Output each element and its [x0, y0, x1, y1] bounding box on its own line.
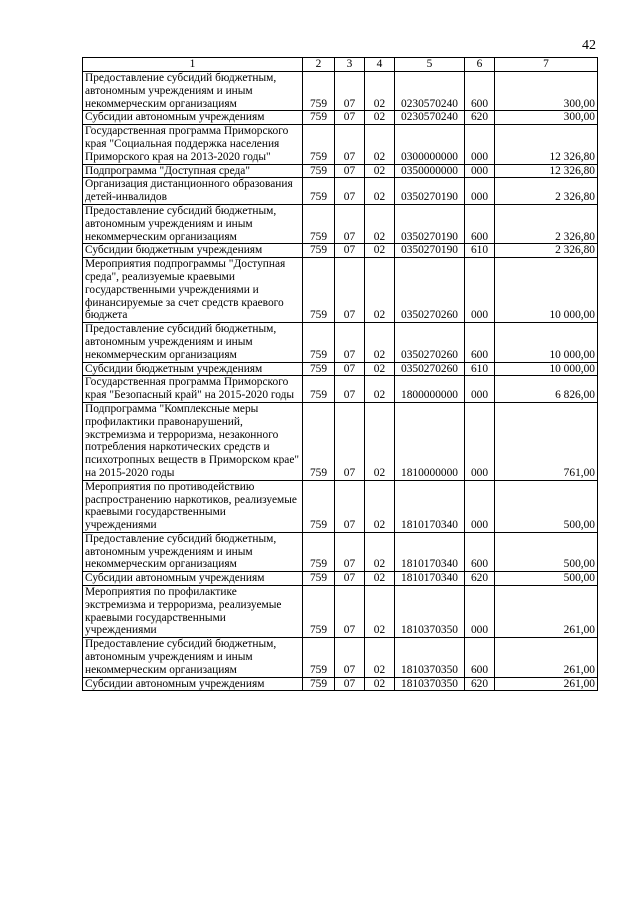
row-subsection-code: 02	[365, 111, 395, 125]
row-name: Государственная программа Приморского края "Безопасный край" на 2015-2020 годы	[83, 376, 303, 403]
row-ministry-code: 759	[303, 532, 335, 571]
row-section-code: 07	[335, 204, 365, 243]
row-expense-type: 000	[465, 125, 495, 164]
row-ministry-code: 759	[303, 362, 335, 376]
row-name: Мероприятия подпрограммы "Доступная среда", реализуемые краевыми государственными учреждениями и финансируемые за счет средств краевого бюджета	[83, 258, 303, 323]
row-ministry-code: 759	[303, 164, 335, 178]
row-expense-type: 600	[465, 638, 495, 677]
row-subsection-code: 02	[365, 72, 395, 111]
row-name: Предоставление субсидий бюджетным, автономным учреждениям и иным некоммерческим организациям	[83, 638, 303, 677]
row-subsection-code: 02	[365, 480, 395, 532]
row-target-article: 1810170340	[395, 572, 465, 586]
row-name: Мероприятия по профилактике экстремизма и терроризма, реализуемые краевыми государственными учреждениями	[83, 586, 303, 638]
row-target-article: 1810000000	[395, 402, 465, 480]
row-expense-type: 610	[465, 362, 495, 376]
table-row	[83, 258, 598, 323]
row-subsection-code: 02	[365, 376, 395, 403]
table-row	[83, 204, 598, 243]
row-target-article: 0300000000	[395, 125, 465, 164]
table-row	[83, 402, 598, 480]
column-header: 4	[365, 58, 395, 72]
row-expense-type: 000	[465, 258, 495, 323]
row-section-code: 07	[335, 323, 365, 362]
row-section-code: 07	[335, 572, 365, 586]
row-amount: 6 826,00	[495, 376, 598, 403]
row-subsection-code: 02	[365, 586, 395, 638]
row-subsection-code: 02	[365, 244, 395, 258]
column-header: 5	[395, 58, 465, 72]
table-row	[83, 178, 598, 205]
row-section-code: 07	[335, 532, 365, 571]
table-row	[83, 72, 598, 111]
row-expense-type: 000	[465, 178, 495, 205]
row-target-article: 1810370350	[395, 638, 465, 677]
page-number: 42	[582, 38, 596, 53]
row-amount: 261,00	[495, 677, 598, 691]
row-subsection-code: 02	[365, 178, 395, 205]
row-expense-type: 000	[465, 164, 495, 178]
row-ministry-code: 759	[303, 480, 335, 532]
row-amount: 500,00	[495, 480, 598, 532]
row-target-article: 0230570240	[395, 111, 465, 125]
row-amount: 2 326,80	[495, 244, 598, 258]
row-name: Предоставление субсидий бюджетным, автономным учреждениям и иным некоммерческим организациям	[83, 204, 303, 243]
row-name: Мероприятия по противодействию распространению наркотиков, реализуемые краевыми государственными учреждениями	[83, 480, 303, 532]
row-section-code: 07	[335, 362, 365, 376]
column-header: 2	[303, 58, 335, 72]
row-ministry-code: 759	[303, 204, 335, 243]
row-ministry-code: 759	[303, 125, 335, 164]
row-ministry-code: 759	[303, 323, 335, 362]
row-target-article: 0350270260	[395, 258, 465, 323]
row-section-code: 07	[335, 677, 365, 691]
row-section-code: 07	[335, 72, 365, 111]
row-amount: 500,00	[495, 572, 598, 586]
row-expense-type: 620	[465, 111, 495, 125]
row-amount: 300,00	[495, 72, 598, 111]
budget-table	[82, 57, 598, 691]
row-amount: 10 000,00	[495, 323, 598, 362]
row-subsection-code: 02	[365, 204, 395, 243]
row-section-code: 07	[335, 480, 365, 532]
row-subsection-code: 02	[365, 362, 395, 376]
row-section-code: 07	[335, 638, 365, 677]
row-name: Субсидии бюджетным учреждениям	[83, 244, 303, 258]
row-amount: 10 000,00	[495, 362, 598, 376]
row-name: Предоставление субсидий бюджетным, автономным учреждениям и иным некоммерческим организациям	[83, 72, 303, 111]
column-header: 1	[83, 58, 303, 72]
row-amount: 761,00	[495, 402, 598, 480]
row-amount: 300,00	[495, 111, 598, 125]
row-section-code: 07	[335, 586, 365, 638]
row-section-code: 07	[335, 376, 365, 403]
row-subsection-code: 02	[365, 323, 395, 362]
row-subsection-code: 02	[365, 677, 395, 691]
table-row	[83, 638, 598, 677]
table-row	[83, 376, 598, 403]
row-name: Субсидии автономным учреждениям	[83, 572, 303, 586]
row-name: Предоставление субсидий бюджетным, автономным учреждениям и иным некоммерческим организациям	[83, 323, 303, 362]
row-ministry-code: 759	[303, 677, 335, 691]
row-amount: 2 326,80	[495, 178, 598, 205]
row-expense-type: 600	[465, 323, 495, 362]
row-subsection-code: 02	[365, 572, 395, 586]
table-row	[83, 244, 598, 258]
column-header: 3	[335, 58, 365, 72]
column-header: 6	[465, 58, 495, 72]
row-amount: 12 326,80	[495, 125, 598, 164]
row-target-article: 0350270260	[395, 362, 465, 376]
row-amount: 500,00	[495, 532, 598, 571]
row-expense-type: 610	[465, 244, 495, 258]
row-name: Государственная программа Приморского края "Социальная поддержка населения Приморского края на 2013-2020 годы"	[83, 125, 303, 164]
row-subsection-code: 02	[365, 164, 395, 178]
table-row	[83, 164, 598, 178]
row-section-code: 07	[335, 125, 365, 164]
row-expense-type: 600	[465, 532, 495, 571]
row-name: Субсидии автономным учреждениям	[83, 677, 303, 691]
row-target-article: 1810370350	[395, 677, 465, 691]
row-section-code: 07	[335, 258, 365, 323]
row-subsection-code: 02	[365, 258, 395, 323]
header-row	[83, 58, 598, 72]
row-subsection-code: 02	[365, 125, 395, 164]
table-row	[83, 323, 598, 362]
row-target-article: 1810370350	[395, 586, 465, 638]
row-target-article: 1800000000	[395, 376, 465, 403]
row-target-article: 0350270260	[395, 323, 465, 362]
row-section-code: 07	[335, 178, 365, 205]
row-expense-type: 000	[465, 480, 495, 532]
row-target-article: 1810170340	[395, 480, 465, 532]
row-name: Субсидии автономным учреждениям	[83, 111, 303, 125]
row-ministry-code: 759	[303, 572, 335, 586]
row-ministry-code: 759	[303, 402, 335, 480]
row-target-article: 1810170340	[395, 532, 465, 571]
row-ministry-code: 759	[303, 111, 335, 125]
table-row	[83, 480, 598, 532]
table-row	[83, 572, 598, 586]
row-name: Предоставление субсидий бюджетным, автономным учреждениям и иным некоммерческим организациям	[83, 532, 303, 571]
row-ministry-code: 759	[303, 586, 335, 638]
row-subsection-code: 02	[365, 638, 395, 677]
row-expense-type: 600	[465, 72, 495, 111]
row-subsection-code: 02	[365, 532, 395, 571]
row-ministry-code: 759	[303, 376, 335, 403]
table-row	[83, 362, 598, 376]
row-expense-type: 620	[465, 572, 495, 586]
row-name: Организация дистанционного образования детей-инвалидов	[83, 178, 303, 205]
column-header: 7	[495, 58, 598, 72]
row-ministry-code: 759	[303, 244, 335, 258]
row-target-article: 0350000000	[395, 164, 465, 178]
row-target-article: 0350270190	[395, 244, 465, 258]
row-target-article: 0350270190	[395, 204, 465, 243]
row-section-code: 07	[335, 111, 365, 125]
table-header	[83, 58, 598, 72]
row-name: Подпрограмма "Доступная среда"	[83, 164, 303, 178]
row-ministry-code: 759	[303, 72, 335, 111]
row-ministry-code: 759	[303, 178, 335, 205]
table-row	[83, 586, 598, 638]
row-amount: 10 000,00	[495, 258, 598, 323]
table-row	[83, 125, 598, 164]
row-expense-type: 000	[465, 376, 495, 403]
row-amount: 12 326,80	[495, 164, 598, 178]
row-subsection-code: 02	[365, 402, 395, 480]
row-ministry-code: 759	[303, 258, 335, 323]
table-row	[83, 532, 598, 571]
row-amount: 261,00	[495, 638, 598, 677]
row-section-code: 07	[335, 402, 365, 480]
row-amount: 2 326,80	[495, 204, 598, 243]
row-expense-type: 620	[465, 677, 495, 691]
row-target-article: 0350270190	[395, 178, 465, 205]
row-name: Подпрограмма "Комплексные меры профилактики правонарушений, экстремизма и терроризма, незаконного потребления наркотических средств и психотропных веществ в Приморском крае" на 2015-2020 годы	[83, 402, 303, 480]
row-name: Субсидии бюджетным учреждениям	[83, 362, 303, 376]
table-row	[83, 111, 598, 125]
row-expense-type: 000	[465, 402, 495, 480]
row-expense-type: 000	[465, 586, 495, 638]
row-ministry-code: 759	[303, 638, 335, 677]
row-section-code: 07	[335, 244, 365, 258]
table-body	[83, 72, 598, 691]
row-expense-type: 600	[465, 204, 495, 243]
row-target-article: 0230570240	[395, 72, 465, 111]
row-section-code: 07	[335, 164, 365, 178]
row-amount: 261,00	[495, 586, 598, 638]
table-row	[83, 677, 598, 691]
